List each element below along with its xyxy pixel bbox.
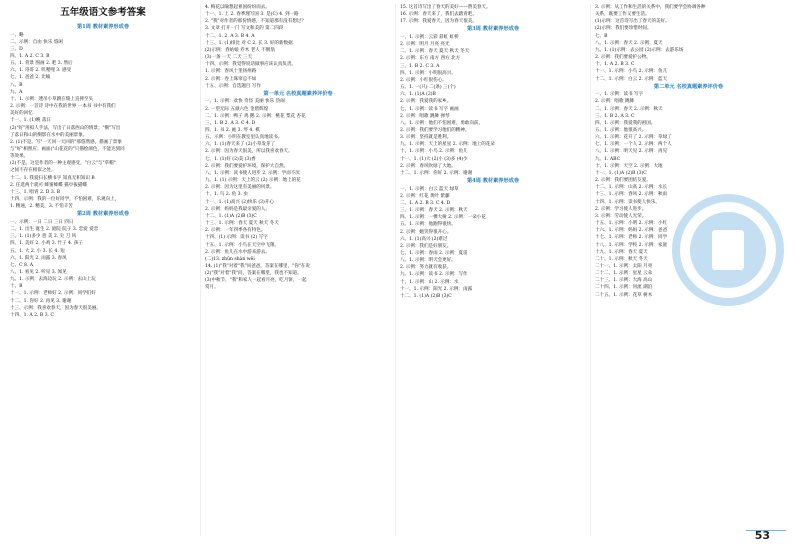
answer-line: 赏月。 bbox=[205, 285, 219, 291]
answer-line: 十八、1. 示例：学校 2. 示例：家庭 bbox=[595, 242, 668, 248]
answer-line: 六、1. (1)A (2)B bbox=[400, 92, 436, 98]
section-heading: 第3周 教材素养形成卷 bbox=[466, 26, 520, 33]
answer-line: (2)"好"用拟人手法，写出了日落西山的情景；"倒"写出 bbox=[10, 125, 121, 131]
answer-line: 七、C 8. A bbox=[10, 262, 34, 268]
answer-line: 十一、1. 示例：小鸟 2. 示例：鱼儿 bbox=[595, 69, 668, 75]
answer-line: 八、1. 示例：明天见 2. 示例：再见 bbox=[595, 149, 668, 155]
answer-line: 五、1. 一(只) 二(条) 三(个) bbox=[400, 85, 456, 91]
answer-line: 十二、1. (1)A (2)B (3)C bbox=[205, 213, 257, 219]
answer-line: 2. 示例：红花 黄叶 紫藤 bbox=[400, 193, 450, 199]
answer-line: 十四、(1) 示例：读书 (2) 写字 bbox=[205, 235, 268, 241]
answer-line: 十二、1. 你好 2. 再见 3. 谢谢 bbox=[10, 298, 72, 304]
answer-line: 三、1. 示例：春天 2. 示例：秋天 bbox=[400, 208, 468, 214]
answer-line: 八、1. 示例：他们不怕困难，勇敢向前。 bbox=[400, 120, 484, 126]
answer-line: 四、1. 书 2. 画 3. 琴 4. 棋 bbox=[205, 128, 260, 133]
answer-line: 三、1. B 2. C 3. A bbox=[400, 63, 440, 69]
answer-line: 四、1. 美好 2. 小鸡 3. 竹子 4. 孩子 bbox=[10, 241, 83, 247]
answer-line: 九、1. (1)示例：去公园 (2)示例：去游乐场 bbox=[595, 47, 684, 53]
answer-line: 2. 示例：因为这里有美丽的风景。 bbox=[205, 185, 275, 191]
answer-line: 2. 示例：唱歌 跳舞 弹琴 bbox=[400, 113, 450, 119]
answer-line: 六、1. 阳光 2. 雨露 3. 春风 bbox=[10, 255, 67, 261]
answer-line: 十四、示例：我觉得说话做事应该认真负责。 bbox=[205, 62, 296, 68]
answer-line: 五、1. 示例：他很高兴。 bbox=[595, 128, 647, 133]
answer-line: 2. 示例：春风吹绿了大地。 bbox=[400, 163, 456, 169]
answer-line: 二十三、1. 示例：大海 高山 bbox=[595, 278, 653, 284]
answer-line: 2. 示例：努力就有收获。 bbox=[400, 265, 452, 271]
answer-line: 六、1. 哥哥 2. 叽哩哩 3. 感受 bbox=[10, 68, 72, 74]
answer-line: 六、1. 示例：花开了 2. 示例：草绿了 bbox=[595, 135, 672, 141]
answer-line: 十二、1. 我爱扫长横书字 知真无积知识 B bbox=[10, 175, 95, 181]
answer-line: 十一、1. (1)大 (2)小 (3)多 (4)少 bbox=[400, 156, 468, 162]
answer-line: 十一、1. 上 2. 春季理写国 3. 是(C) 4. 到一路 bbox=[205, 12, 299, 18]
answer-line: 五、示例：小明在教室里认真地读书。 bbox=[205, 135, 283, 141]
answer-line: 十二、1. 示例：白云 2. 示例：蓝天 bbox=[595, 76, 668, 82]
answer-line: 2. 示例：她笑得很开心。 bbox=[400, 229, 452, 235]
answer-line: 14. (1)"我"对着"我"问爸爸，答案在哪里，"你"在说 bbox=[205, 263, 310, 269]
answer-line: 十四、1. A 2. B 3. C bbox=[10, 312, 54, 318]
answer-line: (2)不是。这是作者的一种主观感受，"白云"与"草帽" bbox=[10, 161, 116, 167]
answer-line: 二、1. 示例：春天 2. 示例：秋天 bbox=[595, 106, 663, 112]
answer-line: 一、略 bbox=[10, 32, 24, 38]
answer-line: 2. 一望无际 五颜六色 金碧辉煌 bbox=[205, 106, 269, 112]
answer-line: 2. 示例：我爱我的家乡。 bbox=[400, 99, 452, 105]
answer-line: 十一、1. 示例：阳光 2. 示例：雨露 bbox=[400, 286, 473, 292]
answer-line: 十四、1. 示例：读书使人快乐。 bbox=[595, 199, 660, 205]
answer-line: 十二、1. (1)A (2)B (3)C bbox=[400, 293, 452, 299]
answer-line: 十二、1. 2. A 3. B 4. A bbox=[205, 33, 255, 39]
answer-line: 六、1. (1)春天来了 (2)小草发芽了 bbox=[205, 142, 276, 148]
answer-line: 2. 示例：学习使人进步。 bbox=[595, 206, 647, 212]
answer-line: 二、1. 示例：鸭子 鸡 鹅 2. 示例：桃花 梨花 杏花 bbox=[205, 113, 306, 119]
answer-line: 二、1. 出生 诞生 2. 庭院 院子 3. 恋爱 爱恋 bbox=[10, 227, 99, 233]
answer-line: 三、D bbox=[10, 46, 23, 52]
section-heading: 第2周 教材素养形成卷 bbox=[76, 211, 130, 218]
answer-line: 一、示例：一日 二日 三日 四日 bbox=[10, 219, 74, 225]
answer-line: 四、1. 示例：小明很高兴。 bbox=[400, 70, 456, 76]
answer-line: 八、B bbox=[10, 82, 23, 88]
answer-line: (2)示例：我们要珍惜时间。 bbox=[595, 26, 652, 32]
answer-line: 2. 示例：明月 月亮 亮光 bbox=[400, 42, 450, 48]
answer-line: 与"好"相照应；画面("山花花的"只描绘颜色，不能达到同 bbox=[10, 147, 125, 152]
answer-line: 十、1. A 2. B 3. C bbox=[595, 62, 635, 68]
answer-line: 十三、示例：我喜欢春天，因为春天很美丽。 bbox=[10, 305, 101, 311]
answer-line: 十、1. 示例：山 2. 示例：水 bbox=[400, 279, 459, 285]
answer-line: 1. 示例：春风十里扬州路 bbox=[205, 69, 257, 75]
answer-line: 2. 示例：因为春天很美，所以我喜欢春天。 bbox=[205, 149, 293, 155]
answer-line: 2. 示例：小红很伤心。 bbox=[400, 77, 447, 83]
answer-line: 七、B bbox=[595, 33, 608, 39]
answer-line: 2. 示例：唱歌 跳舞 bbox=[595, 99, 635, 105]
answer-line: 十三、1. 示例：春风 2. 示例：秋雨 bbox=[595, 192, 668, 198]
answer-line: 等效果。 bbox=[10, 154, 29, 160]
column-2 bbox=[201, 4, 396, 536]
answer-line: 十二、1. 示例：你好 2. 示例：谢谢 bbox=[400, 170, 473, 176]
answer-line: 关系，既要工作又要生活。 bbox=[595, 12, 650, 18]
answer-line: 七、1. (1)好 (2)美 (3)香 bbox=[205, 156, 256, 162]
answer-line: 十六、1. 示例：妈妈 2. 示例：爸爸 bbox=[595, 228, 668, 234]
answer-line: 3. 示例：坚持就是胜利。 bbox=[400, 135, 452, 141]
column-1 bbox=[6, 4, 201, 536]
answer-line: 15. 这首诗写出了春天的美好——赞美春天。 bbox=[400, 5, 491, 10]
answer-line: 五、1. 示例：他跑得很快。 bbox=[400, 222, 456, 228]
page-title: 五年级语文参考答案 bbox=[60, 7, 146, 18]
answer-line: (1)示例：这首诗写出了春天的美好。 bbox=[595, 19, 670, 25]
answer-line: 2. 示例：我们要学习他们的精神。 bbox=[400, 128, 470, 133]
answer-line: 九、1. (1) 示例：天上的云 (2) 示例：地上的花 bbox=[205, 178, 301, 184]
answer-line: 2. 示例：卷上珠帘总不如 bbox=[205, 76, 257, 82]
answer-line: 美好的回忆 bbox=[10, 111, 33, 117]
answer-line: 九、1. 示例：读书 2. 示例：写作 bbox=[400, 272, 468, 278]
answer-line: 1. 精通，2. 精美，3. 不怕辛苦 bbox=[10, 204, 73, 210]
section-heading: 第二单元 名校真题素养评价卷 bbox=[653, 83, 724, 90]
answer-line: (2)示例：春姑娘 乔木 老人 不倒翁 bbox=[205, 47, 275, 53]
answer-line: 2. 示例：妈妈是我最亲爱的人。 bbox=[205, 206, 270, 212]
column-3 bbox=[396, 4, 591, 536]
answer-line: 十一、1. (1)A (2)B (3)C bbox=[595, 170, 647, 176]
answer-line: 3. 示例：劳动使人光荣。 bbox=[595, 213, 647, 219]
answer-line: 2. 示例：我们要团结友爱。 bbox=[595, 178, 651, 184]
answer-line: 4. 梅花以喻想起祖国纷纷而去。 bbox=[205, 5, 270, 10]
page-number: 53 bbox=[754, 529, 770, 542]
answer-line: (2)"我"对着"我"问，答案在哪里，我也不知道。 bbox=[205, 271, 302, 277]
answer-line: 二十四、1. 示例：河流 湖泊 bbox=[595, 285, 653, 291]
answer-line: 五、1. 大 2. 小 3. 长 4. 短 bbox=[10, 248, 65, 254]
answer-line: 2. 示例：一年四季各有特色。 bbox=[205, 228, 266, 234]
answer-line: 十五、1. 示例：小明 2. 示例：小红 bbox=[595, 221, 668, 227]
answer-line: 四、1. 示例：我爱我的祖国。 bbox=[595, 120, 656, 126]
answer-line: 十一、1. (1)高兴 (2)快乐 (3)开心 bbox=[205, 199, 274, 205]
answer-line: 十五、示例：自选题目 写作 bbox=[205, 83, 262, 89]
answer-line: 三、1. B 2. A 3. C bbox=[595, 113, 635, 119]
watermark-stamp-icon bbox=[668, 190, 788, 310]
answer-line: 四、1. 示例：一棵大树 2. 示例：一朵小花 bbox=[400, 215, 486, 221]
answer-line: 二、1. 示例：春天 夏天 秋天 冬天 bbox=[400, 49, 470, 55]
answer-line: 七、1. 示例：读书 写字 画画 bbox=[400, 106, 459, 112]
answer-line: 三、1. (1)多少 意 美 2. 尖 刀 风 bbox=[10, 234, 77, 240]
answer-line: 十、1. 鸟 2. 鱼 3. 虫 bbox=[205, 192, 248, 198]
answer-line: 九、1. ABC bbox=[595, 156, 621, 162]
answer-line: 3. 示例：从工作和生活的关系中，我们要学会协调各种 bbox=[595, 5, 706, 10]
answer-line: 二十、1. 示例：秋天 冬天 bbox=[595, 256, 648, 262]
answer-line: 二十一、1. 示例：太阳 月亮 bbox=[595, 263, 653, 269]
answer-line: (二)13. zhǔn shàn wēi bbox=[205, 256, 255, 262]
answer-line: 一、1. 示例：白云 蓝天 绿草 bbox=[400, 186, 459, 192]
answer-line: 十一、1. (1)晚 落日 bbox=[10, 118, 51, 124]
answer-line: 八、1. 示例：读书使人进步 2. 示例：学而不厌 bbox=[205, 170, 300, 176]
answer-line: 二、1. A 2. B 3. C 4. D bbox=[400, 200, 451, 206]
answer-line: 2. 示例：我们要爱护环境，保护大自然。 bbox=[205, 163, 289, 169]
answer-line: 一、1. 示例：欢快 奇怪 美丽 快乐 热闹 bbox=[205, 99, 285, 105]
answer-line: 了落日和山的倒影在水中的美丽景象。 bbox=[10, 132, 88, 138]
answer-line: 十三、1. 唱青 2. D 3. B bbox=[10, 189, 60, 195]
answer-line: 二十五、1. 示例：花草 树木 bbox=[595, 292, 653, 298]
answer-line: 五、1. 背景 图画 2. 吧 3. 然后 bbox=[10, 61, 73, 67]
answer-line: 十、1. 示例：小鸟 2. 示例：鱼儿 bbox=[400, 149, 468, 155]
answer-line: (3)中秋节，"我"和家人一起看月亮，吃月饼，一起 bbox=[205, 278, 307, 284]
answer-line: 八、1. 看见 2. 听见 3. 闻见 bbox=[10, 270, 67, 275]
answer-line: 十三、1. (1)排比 对 C 2. 长 3. 好的新数据 bbox=[205, 40, 293, 46]
answer-line: 2. 任选两个就可 蜂蜜蜂蝶 猫亭拔猫蝶 bbox=[10, 182, 87, 188]
answer-line: 之间不存在相似之处。 bbox=[10, 168, 56, 174]
section-heading: 第1周 教材素养形成卷 bbox=[76, 24, 130, 30]
answer-line: 十一、1. 示例：老师好 2. 示例：同学们好 bbox=[10, 291, 96, 297]
answer-line: 十、1. 示例：透吊小草跳在缝上直摔至头 bbox=[10, 96, 94, 102]
answer-line: (3)一条 一天 二天 三天 bbox=[205, 55, 253, 61]
answer-line: 一、1. 示例：云彩 彩虹 虹桥 bbox=[400, 34, 459, 40]
answer-line: 十二、1. 示例：山高 2. 示例：水长 bbox=[595, 185, 668, 191]
answer-line: 八、1. 示例：明天会更好。 bbox=[400, 258, 456, 264]
answer-line: 2. 示例：东方 南方 西方 北方 bbox=[400, 56, 461, 62]
answer-line: 三、1. B 2. A 3. C 4. D bbox=[205, 120, 256, 126]
answer-line: 八、1. 示例：春天 2. 示例：夏天 bbox=[595, 40, 663, 46]
answer-line: 十五、1. 示例：小鸟在天空中飞翔。 bbox=[205, 242, 279, 248]
answer-line: 十、B bbox=[10, 284, 23, 290]
answer-line: 一、1. 示例：读书 写字 bbox=[595, 92, 644, 98]
answer-line: 七、1. 示例：春雨 2. 示例：夏雷 bbox=[400, 251, 468, 256]
answer-line: 七、1. 示例：一个人 2. 示例：两个人 bbox=[595, 142, 672, 148]
answer-line: 十九、1. 示例：春天 夏天 bbox=[595, 249, 648, 255]
answer-line: 九、A bbox=[10, 89, 23, 95]
answer-line: 3. 文章 打开一门 写文和美的 第二四段 bbox=[205, 26, 284, 32]
section-heading: 第一单元 名校真题素养评价卷 bbox=[263, 90, 333, 97]
answer-line: 九、1. 示例：天上的星星 2. 示例：地上的花朵 bbox=[400, 142, 495, 148]
answer-line: 十四、示例：我的一位好同学，不怕困难，乐观向上， bbox=[10, 197, 120, 203]
answer-line: 2. (1)不是。写"一天回一天回的"那悠然感，描画了景象 bbox=[10, 139, 122, 145]
answer-line: 2. 示例：一首诗 诗中在我的世界 一本书 书中有我们 bbox=[10, 104, 116, 110]
answer-line: 2. 示例：鱼儿在水中游来游去。 bbox=[205, 249, 270, 255]
answer-line: 二十二、1. 示例：星星 云朵 bbox=[595, 271, 653, 277]
answer-line: 2. 示例：我们要爱护公物。 bbox=[595, 55, 651, 61]
answer-line: 二、示例：自由 快乐 悠闲 bbox=[10, 39, 63, 45]
answer-line: 2. 示例：我们是好朋友。 bbox=[400, 243, 452, 249]
answer-line: 七、1. 爸爸 2. 比喻 bbox=[10, 75, 51, 81]
answer-line: 十七、1. 示例：老师 2. 示例：同学 bbox=[595, 235, 668, 241]
answer-line: 四、1. A 2. C 3. B bbox=[10, 53, 50, 59]
section-heading: 第4周 教材素养形成卷 bbox=[466, 178, 520, 185]
answer-line: 九、1. 示例：去海边玩 2. 示例：去山上玩 bbox=[10, 277, 96, 283]
answer-line: 16. 示例：春天来了，我们去踏青吧。 bbox=[400, 12, 477, 18]
answer-line: 17. 示例：我爱春天，因为春天很美。 bbox=[400, 19, 477, 25]
answer-line: 十三、1. 示例：春天 夏天 秋天 冬天 bbox=[205, 221, 279, 227]
answer-line: 十、1. 示例：天空 2. 示例：大地 bbox=[595, 163, 663, 169]
answer-line: 六、1. (1)高兴 (2)难过 bbox=[400, 236, 448, 242]
answer-line: 2. "我"对作者的那份情感，不知道那有没有想过？ bbox=[205, 19, 306, 25]
